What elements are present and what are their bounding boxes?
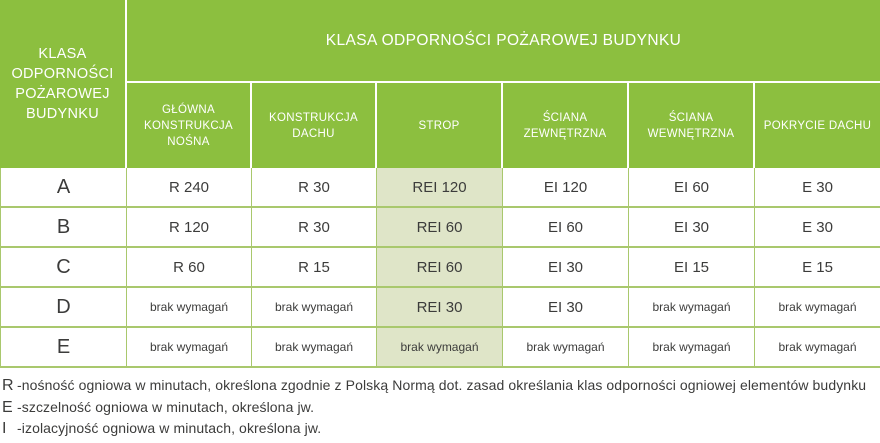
cell-value: brak wymagań <box>629 328 755 368</box>
row-class-label: D <box>0 288 127 328</box>
cell-value: REI 60 <box>377 208 503 248</box>
cell-value: brak wymagań <box>252 288 377 328</box>
cell-value: EI 30 <box>503 248 629 288</box>
footnote-letter: R <box>2 377 14 394</box>
cell-value: brak wymagań <box>377 328 503 368</box>
footnote-letter: E <box>2 398 13 416</box>
cell-value: E 30 <box>755 208 880 248</box>
cell-value: EI 30 <box>629 208 755 248</box>
table-row-b <box>0 208 880 248</box>
column-header-row <box>0 83 880 168</box>
cell-value: brak wymagań <box>755 328 880 368</box>
cell-value: EI 30 <box>503 288 629 328</box>
cell-value: R 30 <box>252 208 377 248</box>
table-title: KLASA ODPORNOŚCI POŻAROWEJ BUDYNKU <box>127 0 880 83</box>
cell-value: EI 15 <box>629 248 755 288</box>
column-header-strop: STROP <box>377 83 503 168</box>
footnote-text: -szczelność ogniowa w minutach, określona jw. <box>17 398 315 415</box>
footnote-letter: I <box>2 420 7 437</box>
table-title-row <box>0 0 880 83</box>
row-class-label: E <box>0 328 127 368</box>
legend-footnotes <box>0 368 880 440</box>
cell-value: brak wymagań <box>127 328 252 368</box>
cell-value: brak wymagań <box>629 288 755 328</box>
cell-value: EI 60 <box>503 208 629 248</box>
cell-value: EI 120 <box>503 168 629 208</box>
cell-value: brak wymagań <box>252 328 377 368</box>
cell-value: brak wymagań <box>127 288 252 328</box>
row-class-label: B <box>0 208 127 248</box>
footnote-text: -nośność ogniowa w minutach, określona zgodnie z Polską Normą dot. zasad określania klas odporności ogniowej elementów budynku <box>17 377 867 393</box>
cell-value: REI 60 <box>377 248 503 288</box>
corner-header: KLASA ODPORNOŚCI POŻAROWEJ BUDYNKU <box>0 0 127 168</box>
table-row-c <box>0 248 880 288</box>
footnote-text: -izolacyjność ogniowa w minutach, określona jw. <box>17 420 322 436</box>
cell-value: E 30 <box>755 168 880 208</box>
cell-value: EI 60 <box>629 168 755 208</box>
cell-value: R 30 <box>252 168 377 208</box>
column-header-glowna-konstrukcja-nosna: GŁÓWNA KONSTRUKCJA NOŚNA <box>127 83 252 168</box>
cell-value: R 15 <box>252 248 377 288</box>
footnote-i <box>2 418 878 440</box>
footnote-e <box>2 397 878 419</box>
cell-value: R 60 <box>127 248 252 288</box>
row-class-label: A <box>0 168 127 208</box>
cell-value: brak wymagań <box>755 288 880 328</box>
cell-value: brak wymagań <box>503 328 629 368</box>
table-row-a <box>0 168 880 208</box>
cell-value: REI 120 <box>377 168 503 208</box>
column-header-sciana-zewnetrzna: ŚCIANA ZEWNĘTRZNA <box>503 83 629 168</box>
row-class-label: C <box>0 248 127 288</box>
table-row-e <box>0 328 880 368</box>
cell-value: R 120 <box>127 208 252 248</box>
column-header-sciana-wewnetrzna: ŚCIANA WEWNĘTRZNA <box>629 83 755 168</box>
column-header-pokrycie-dachu: POKRYCIE DACHU <box>755 83 880 168</box>
cell-value: E 15 <box>755 248 880 288</box>
cell-value: REI 30 <box>377 288 503 328</box>
cell-value: R 240 <box>127 168 252 208</box>
table-row-d <box>0 288 880 328</box>
footnote-r <box>2 375 878 397</box>
column-header-konstrukcja-dachu: KONSTRUKCJA DACHU <box>252 83 377 168</box>
